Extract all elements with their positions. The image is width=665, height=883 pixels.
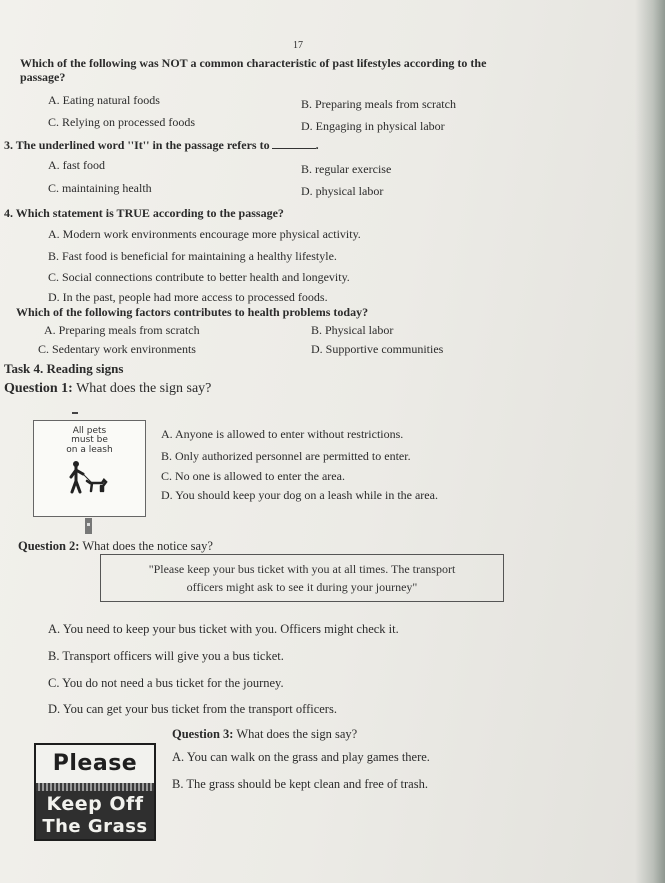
sign1-top-mark [72,412,78,414]
bus-ticket-notice [100,554,504,602]
q5-option-c[interactable]: C. Sedentary work environments [38,342,196,356]
question3-heading [172,727,357,742]
q3-stem-end: . [315,138,319,152]
question1-option-b[interactable]: B. Only authorized personnel are permitted to enter. [161,449,411,463]
q5-option-d[interactable]: D. Supportive communities [311,342,444,356]
q4-option-a[interactable]: A. Modern work environments encourage more physical activity. [48,227,361,241]
question2-option-a[interactable]: A. You need to keep your bus ticket with you. Officers might check it. [48,622,399,636]
q4-option-d[interactable]: D. In the past, people had more access to processed foods. [48,290,328,304]
pets-sign-line3: on a leash [66,445,113,455]
question1-option-c[interactable]: C. No one is allowed to enter the area. [161,469,345,483]
pets-sign-line2: must be [71,435,108,445]
grass-strip-icon [36,783,154,791]
q3-option-b[interactable]: B. regular exercise [301,162,392,176]
sign3-line-the-grass: The Grass [42,816,148,837]
q4-stem: 4. Which statement is TRUE according to the passage? [4,206,284,220]
page-edge-shadow [635,0,665,883]
notice-line1: "Please keep your bus ticket with you at all times. The transport [148,562,456,576]
question3-text: What does the sign say? [233,727,358,741]
notice-line2: officers might ask to see it during your journey" [186,580,418,594]
question3-label: Question 3: [172,727,234,741]
sign3-line-keep-off: Keep Off [46,793,144,815]
q2-option-c[interactable]: C. Relying on processed foods [48,115,195,129]
question3-option-a[interactable]: A. You can walk on the grass and play games there. [172,750,430,764]
question2-option-d[interactable]: D. You can get your bus ticket from the transport officers. [48,702,337,716]
q2-option-b[interactable]: B. Preparing meals from scratch [301,97,456,111]
q4-option-c[interactable]: C. Social connections contribute to better health and longevity. [48,270,350,284]
person-walking-dog-icon [68,459,108,497]
q5-option-a[interactable]: A. Preparing meals from scratch [44,323,200,337]
q2-option-d[interactable]: D. Engaging in physical labor [301,119,445,133]
q2-stem-line1: Which of the following was NOT a common characteristic of past lifestyles according to the [20,56,487,70]
question1-heading [4,381,211,397]
question2-option-c[interactable]: C. You do not need a bus ticket for the journey. [48,676,284,690]
q2-stem-line2: passage? [20,70,66,84]
q5-stem: Which of the following factors contributes to health problems today? [16,305,369,319]
keep-off-grass-sign [34,743,156,841]
pets-sign [33,420,146,517]
task4-title: Task 4. Reading signs [4,361,124,376]
question2-option-b[interactable]: B. Transport officers will give you a bus ticket. [48,649,284,663]
question1-option-a[interactable]: A. Anyone is allowed to enter without restrictions. [161,427,404,441]
question1-text: What does the sign say? [72,381,212,396]
q3-option-d[interactable]: D. physical labor [301,184,384,198]
page-number: 17 [293,40,303,51]
question3-option-b[interactable]: B. The grass should be kept clean and free of trash. [172,777,428,791]
sign3-line-please: Please [52,751,138,776]
question2-heading [18,539,213,554]
question2-text: What does the notice say? [79,539,213,553]
question2-label: Question 2: [18,539,80,553]
sign1-post [85,518,92,534]
q5-option-b[interactable]: B. Physical labor [311,323,394,337]
question1-option-d[interactable]: D. You should keep your dog on a leash while in the area. [161,488,438,502]
q3-blank [272,148,316,149]
q4-option-b[interactable]: B. Fast food is beneficial for maintaining a healthy lifestyle. [48,249,337,263]
pets-sign-line1: All pets [72,426,107,436]
q3-stem-text: 3. The underlined word ''It'' in the passage refers to [4,138,270,152]
question1-label: Question 1: [4,381,73,396]
q3-stem [4,138,319,153]
q3-option-a[interactable]: A. fast food [48,158,105,172]
q3-option-c[interactable]: C. maintaining health [48,181,152,195]
q2-option-a[interactable]: A. Eating natural foods [48,93,160,107]
